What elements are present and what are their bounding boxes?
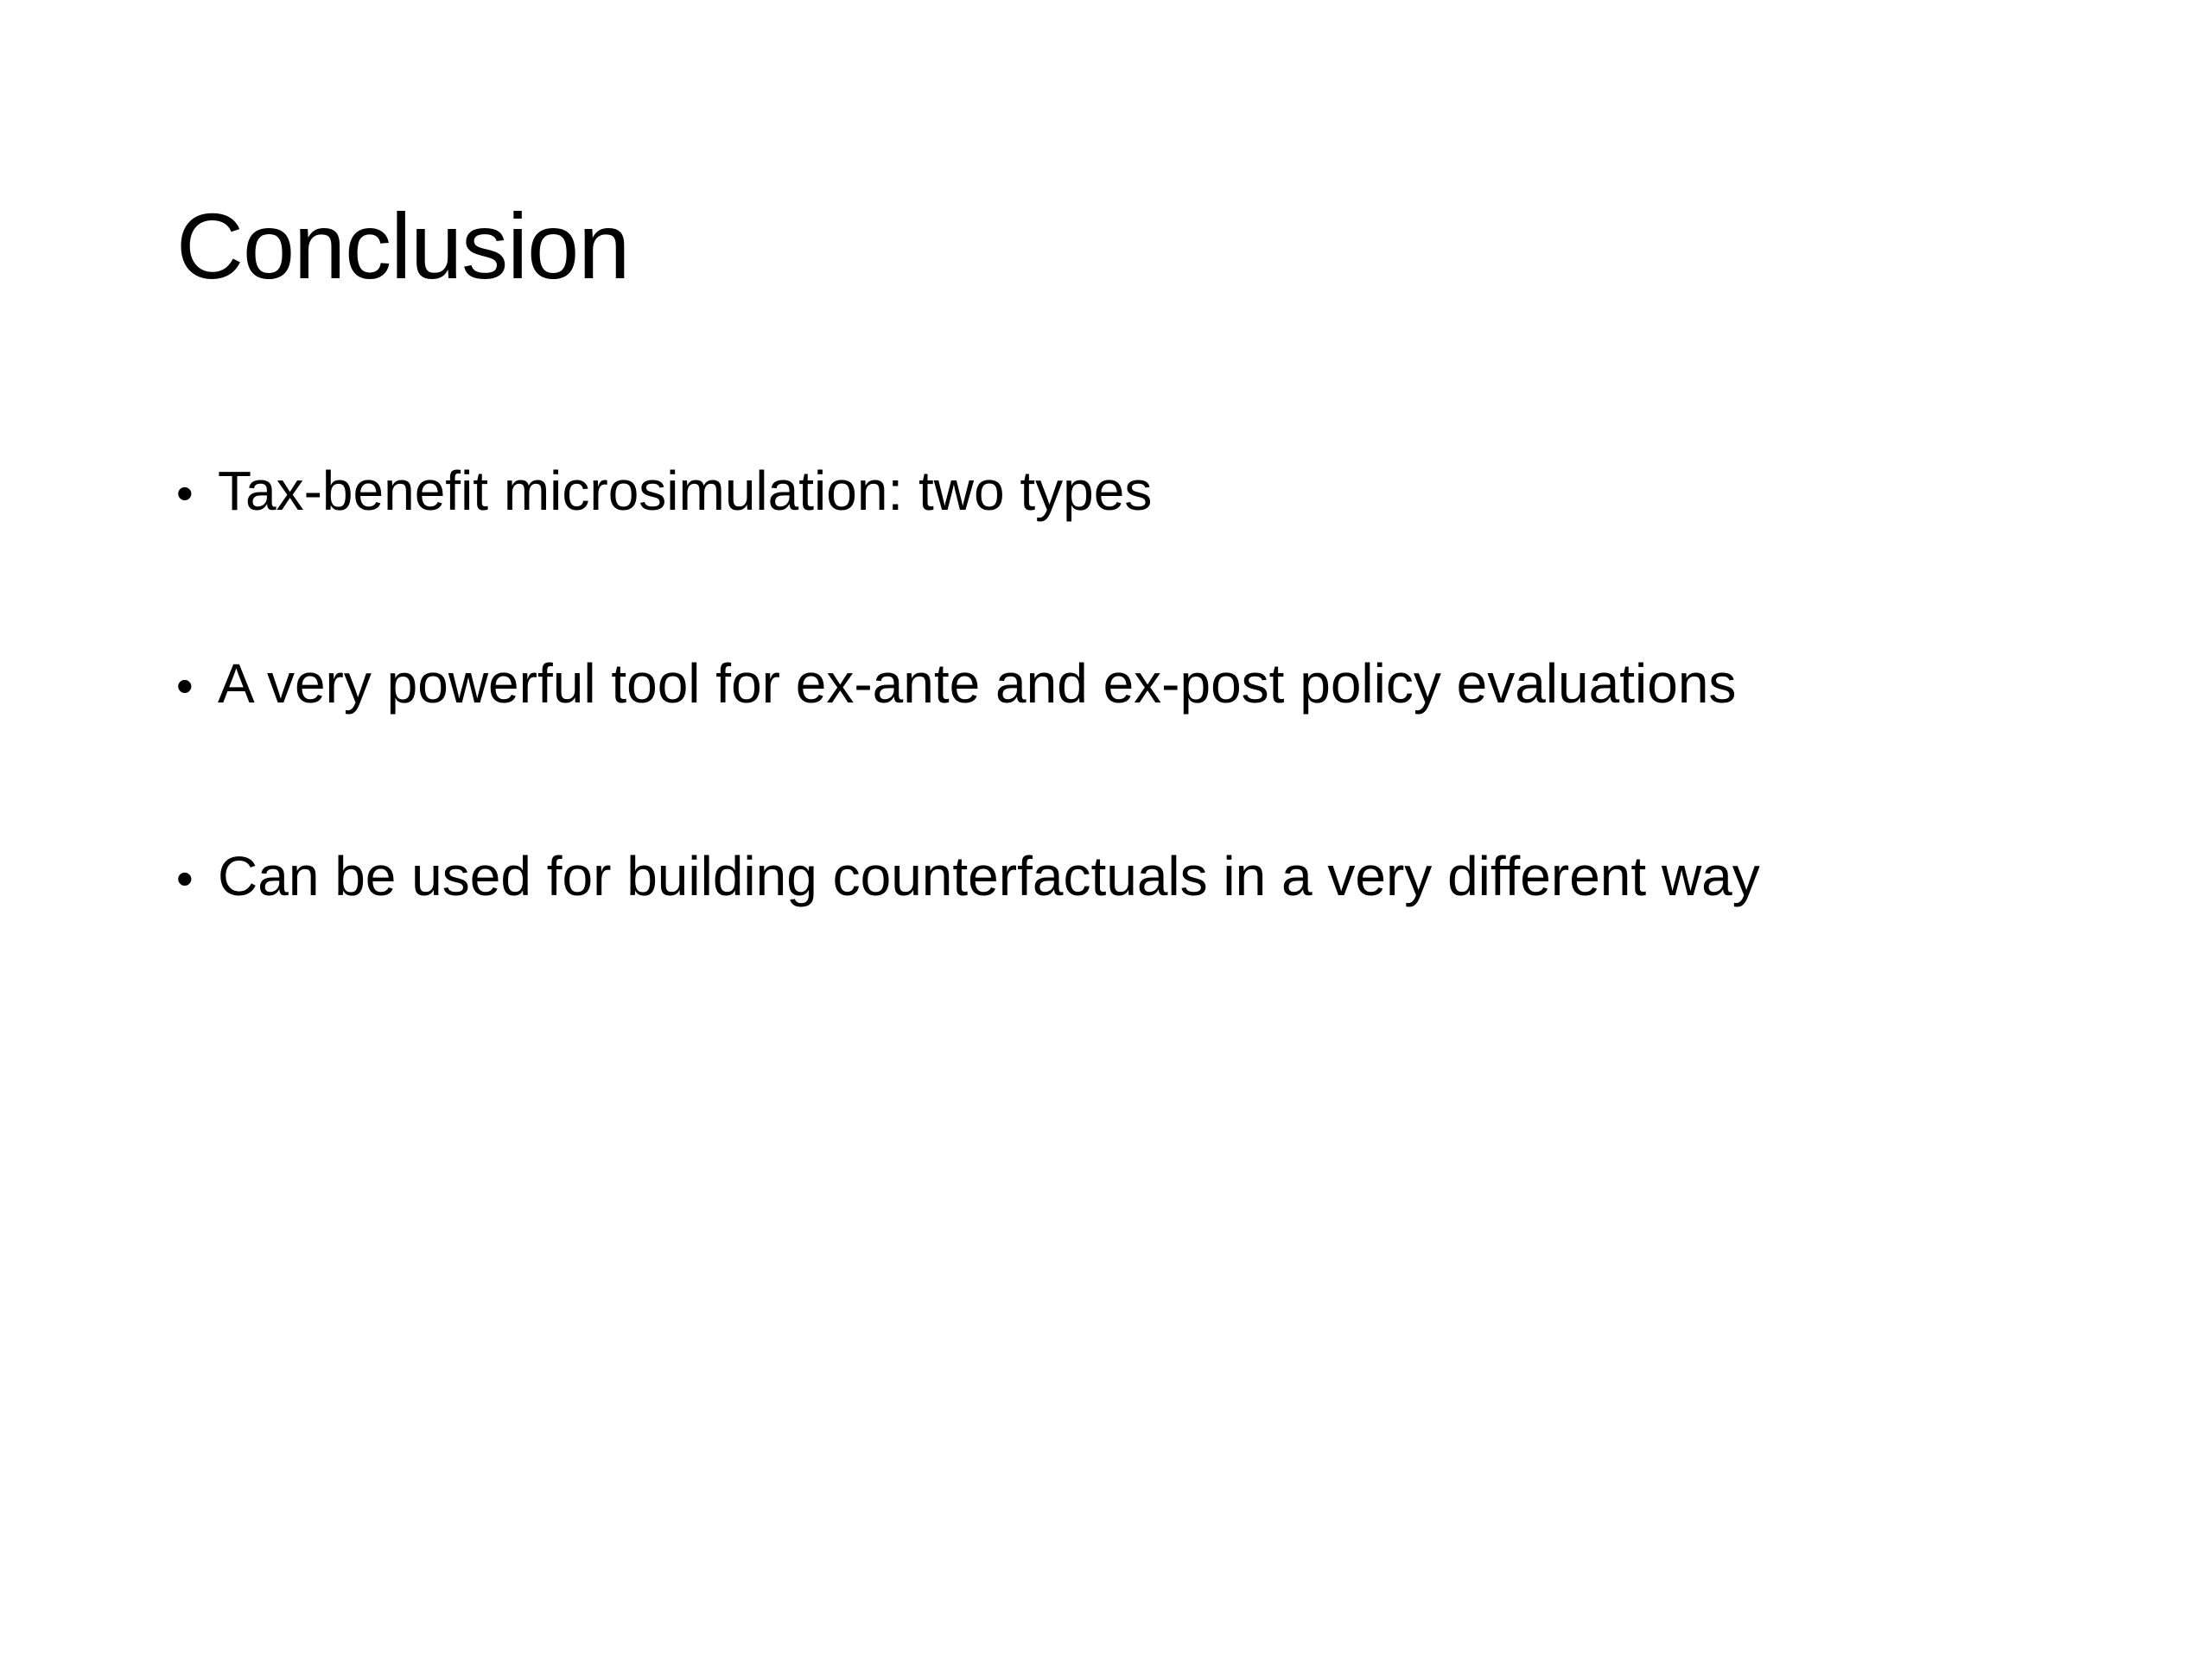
bullet-text: A very powerful tool for ex-ante and ex-post policy evaluations: [218, 652, 1737, 715]
bullet-marker: •: [176, 851, 194, 906]
bullet-item: [176, 835, 2077, 920]
bullet-text: Can be used for building counterfactuals in a very different way: [218, 845, 1760, 907]
bullet-marker: •: [176, 658, 194, 713]
bullet-item: [176, 642, 2077, 728]
bullet-text: Tax-benefit microsimulation: two types: [218, 460, 1153, 522]
bullet-list: [176, 449, 2077, 1027]
slide-title: Conclusion: [176, 194, 630, 298]
bullet-marker: •: [176, 466, 194, 520]
bullet-item: [176, 449, 2077, 535]
